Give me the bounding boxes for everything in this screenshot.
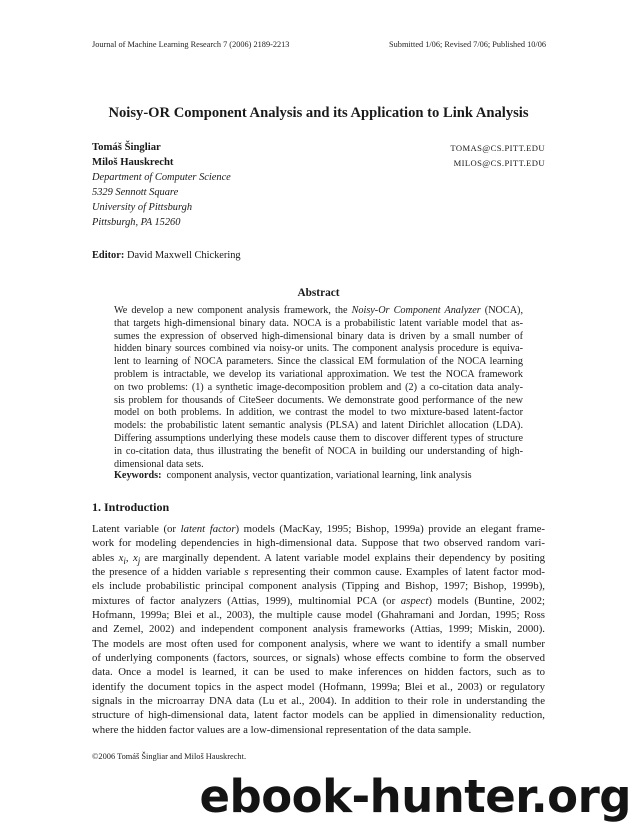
journal-header: Journal of Machine Learning Research 7 (2006) 2189-2213 (92, 40, 290, 49)
emphasis: aspect (400, 594, 429, 607)
body-line: Hofmann, 1999a; Blei et al., 2003), the multiple cause model (Ghahramani and Jordan, 1995; Ross (92, 609, 545, 622)
body-line: where the hidden factor values are a low-dimensional representation of the data sample. (92, 723, 472, 736)
keywords (114, 470, 472, 481)
text-run: , (125, 551, 133, 564)
emphasis: Noisy-Or Component Analyzer (351, 305, 481, 316)
text-run: representing their common cause. Examples of latent factor mod- (248, 566, 545, 579)
abstract-body (114, 305, 523, 471)
author-email: TOMAS@CS.PITT.EDU (450, 143, 545, 153)
copyright-notice (92, 752, 246, 761)
math-subscript: j (137, 555, 141, 566)
affiliation-university: University of Pittsburgh (92, 202, 193, 213)
abstract-line: models: the probabilistic latent semantic analysis (PLSA) and latent Dirichlet allocation (LDA). (114, 420, 523, 432)
author-name: Tomáš Šingliar (92, 141, 161, 153)
affiliation-street: 5329 Sennott Square (92, 187, 179, 198)
paper-title: Noisy-OR Component Analysis and its Application to Link Analysis (108, 105, 529, 121)
abstract-line: on two problems: (1) a synthetic image-decomposition problem and (2) a co-citation data analy- (114, 381, 523, 393)
abstract-line: sumes the expression of observed high-dimensional binary data is driven by a small number of (114, 330, 523, 342)
submission-header: Submitted 1/06; Revised 7/06; Published 10/06 (389, 40, 546, 49)
body-line: els include probabilistic principal component analysis (Tipping and Bishop, 1997; Bishop, 1999b), (92, 580, 545, 593)
emphasis: latent factor (180, 523, 236, 535)
abstract-line: hidden binary sources combined via noisy-or units. The component analysis procedure is equiva- (114, 343, 523, 355)
abstract-line (114, 305, 523, 318)
math-subscript: i (123, 555, 126, 566)
keywords-text: component analysis, vector quantization, variational learning, link analysis (166, 470, 472, 481)
copyright-symbol: © (92, 752, 99, 761)
body-line: identify the document topics in the aspect model (Hofmann, 1999a; Blei et al., 2003) or regulatory (92, 680, 545, 693)
text-run: (NOCA), (480, 305, 523, 316)
body-line: structure of high-dimensional data, latent factor models can be applied in dimensionality reduction, (92, 709, 545, 722)
body-line: and Zemel, 2002) and independent component analysis frameworks (Attias, 1999; Miskin, 2000). (92, 623, 545, 636)
math-var: x (132, 551, 138, 564)
text-run: ) models (MacKay, 1995; Bishop, 1999a) provide an elegant frame- (235, 523, 545, 535)
text-run: the presence of a hidden variable (92, 566, 245, 579)
math-var: x (118, 551, 124, 564)
keywords-label: Keywords: (114, 470, 162, 481)
author-name: Miloš Hauskrecht (92, 156, 174, 168)
body-line: work for modeling dependencies in high-dimensional data. Suppose that two observed random vari- (92, 537, 545, 550)
body-line: signals in the microarray DNA data (Lu et al., 2004). In addition to their role in understanding the (92, 695, 545, 708)
body-line (92, 551, 545, 565)
body-line: data. Once a model is learned, it can be used to make inferences on hidden factors, such as to (92, 666, 545, 679)
affiliation-dept: Department of Computer Science (92, 172, 231, 183)
math-var: s (244, 566, 249, 579)
affiliation-city: Pittsburgh, PA 15260 (92, 217, 181, 228)
abstract-line: sis problem for thousands of CiteSeer documents. We demonstrate good performance of the new (114, 394, 523, 406)
section-heading: 1. Introduction (92, 500, 170, 514)
abstract-line: that targets high-dimensional binary data. NOCA is a probabilistic latent variable model that as- (114, 317, 523, 329)
text-run: mixtures of factor analyzers (Attias, 1999), multinomial PCA (or (92, 594, 401, 607)
author-email: MILOS@CS.PITT.EDU (453, 158, 545, 168)
abstract-line: Differing assumptions underlying these models cause them to discover different types of structure (114, 432, 523, 444)
body-line: The models are most often used for component analysis, where we want to identify a small number (92, 637, 545, 650)
editor-name: David Maxwell Chickering (126, 250, 241, 261)
copyright-text: 2006 Tomáš Šingliar and Miloš Hauskrecht. (98, 752, 247, 761)
affiliation (92, 170, 231, 230)
abstract-line: problem is intractable, we develop its variational approximation. We test the NOCA framework (114, 368, 523, 380)
editor-label: Editor: (92, 250, 125, 261)
text-run: are marginally dependent. A latent variable model explains their dependency by positing (140, 551, 545, 564)
watermark: ebook-hunter.org (199, 770, 631, 823)
text-run: We develop a new component analysis framework, the (114, 305, 352, 316)
section-body (92, 522, 545, 737)
body-line (92, 565, 545, 579)
abstract-line: model on both problems. In addition, we contrast the model to two mixture-based latent-factor (114, 407, 523, 419)
abstract-line: dimensional data sets. (114, 458, 204, 470)
text-run: ables (92, 551, 119, 564)
text-run: ) models (Buntine, 2002; (428, 594, 545, 607)
abstract-line: lent to learning of NOCA parameters. Since the classical EM formulation of the NOCA learning (114, 356, 523, 368)
editor-line (92, 250, 241, 261)
body-line: of underlying components (factors, sources, or signals) whose effects combine to form the observed (92, 652, 545, 665)
abstract-heading: Abstract (297, 287, 340, 299)
abstract-line: in co-citation data, thus illustrating the benefit of NOCA in building our understanding of high- (114, 445, 523, 457)
body-line (92, 522, 545, 536)
body-line (92, 594, 545, 608)
text-run: Latent variable (or (92, 523, 181, 535)
